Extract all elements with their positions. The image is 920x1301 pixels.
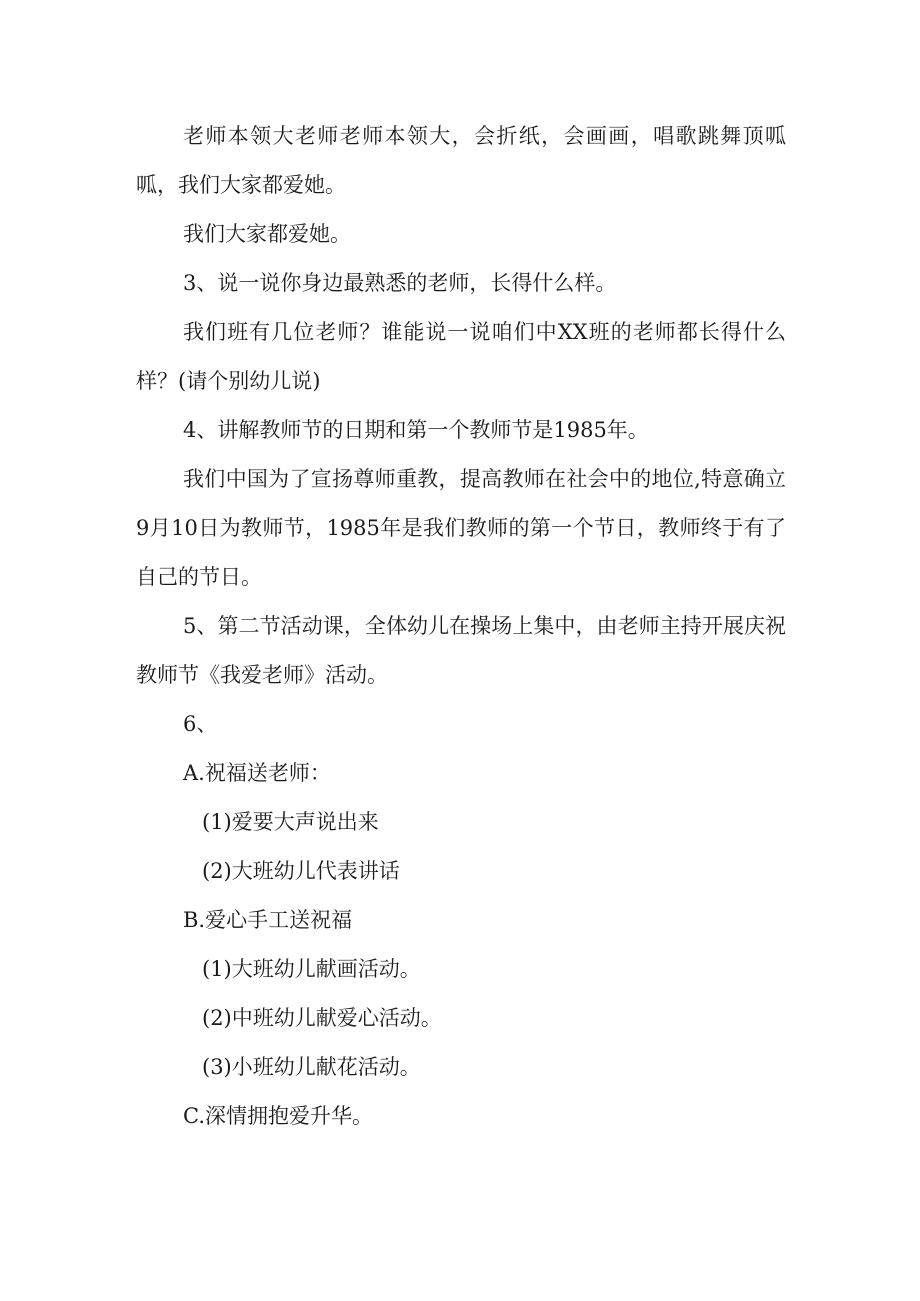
document-body	[136, 112, 786, 1141]
section-a-item-2: (2)大班幼儿代表讲话	[202, 859, 400, 883]
section-a-item-1: (1)爱要大声说出来	[202, 810, 379, 834]
paragraph-teacher-song: 老师本领大老师老师本领大，会折纸，会画画，唱歌跳舞顶呱呱，我们大家都爱她。	[136, 124, 786, 197]
section-a-heading: A.祝福送老师：	[183, 761, 331, 785]
paragraph-step-6: 6、	[183, 712, 218, 736]
section-b-heading: B.爱心手工送祝福	[183, 908, 353, 932]
paragraph-step-3: 3、说一说你身边最熟悉的老师，长得什么样。	[183, 271, 617, 295]
section-b-item-2: (2)中班幼儿献爱心活动。	[202, 1006, 442, 1030]
paragraph-how-many-teachers: 我们班有几位老师？谁能说一说咱们中XX班的老师都长得什么样？(请个别幼儿说)	[136, 320, 786, 393]
paragraph-step-5: 5、第二节活动课，全体幼儿在操场上集中，由老师主持开展庆祝教师节《我爱老师》活动。	[136, 614, 786, 687]
paragraph-we-love-her: 我们大家都爱她。	[183, 222, 351, 246]
section-b-item-3: (3)小班幼儿献花活动。	[202, 1055, 421, 1079]
paragraph-teachers-day-history: 我们中国为了宣扬尊师重教，提高教师在社会中的地位,特意确立9月10日为教师节，1985年是我们教师的第一个节日，教师终于有了自己的节日。	[136, 467, 786, 589]
section-b-item-1: (1)大班幼儿献画活动。	[202, 957, 421, 981]
paragraph-step-4: 4、讲解教师节的日期和第一个教师节是1985年。	[183, 418, 649, 442]
section-c-heading: C.深情拥抱爱升华。	[183, 1104, 373, 1128]
